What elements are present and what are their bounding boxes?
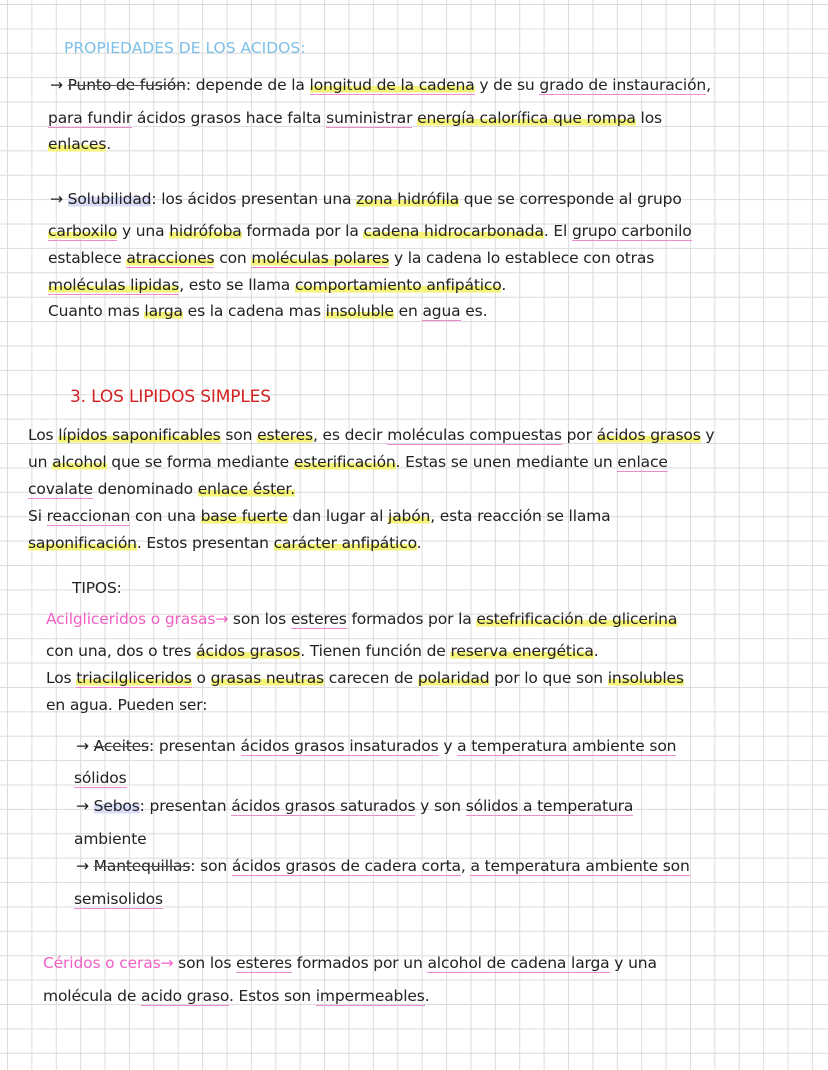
- text: carecen de: [323, 669, 418, 687]
- text: son: [220, 426, 258, 444]
- text: formados por un: [291, 954, 428, 972]
- text: , es decir: [312, 426, 388, 444]
- underline: reaccionan: [46, 507, 131, 525]
- underline: grado de instauración: [539, 76, 707, 94]
- arrow-icon: →: [50, 76, 68, 94]
- text: Si: [28, 507, 47, 525]
- text: . Estos presentan: [136, 534, 274, 552]
- text: .: [416, 534, 422, 552]
- text: es la cadena mas: [182, 302, 326, 320]
- highlight: moléculas polares: [251, 249, 390, 267]
- arrow-icon: →: [76, 737, 94, 755]
- underline: semisolidos: [74, 890, 163, 908]
- text: con una: [130, 507, 201, 525]
- text: : depende de la: [185, 76, 310, 94]
- text: ,: [460, 857, 471, 875]
- text: por: [561, 426, 597, 444]
- text-line: [48, 276, 506, 294]
- highlight: saponificación: [28, 534, 137, 552]
- text: ,: [706, 76, 711, 94]
- underline: a temperatura ambiente son: [470, 857, 690, 875]
- text: formada por la: [241, 222, 364, 240]
- text-line: [48, 222, 692, 240]
- text-line: [48, 109, 662, 127]
- text-line: [76, 797, 633, 815]
- underline: ácidos grasos insaturados: [240, 737, 439, 755]
- text: .: [593, 642, 599, 660]
- underline: alcohol de cadena larga: [427, 954, 610, 972]
- text: y una: [609, 954, 657, 972]
- text-line: [76, 737, 676, 755]
- text: . Tienen función de: [300, 642, 451, 660]
- text: y son: [415, 797, 466, 815]
- text-line: [46, 696, 207, 714]
- section-heading-tipos: TIPOS:: [72, 579, 122, 597]
- arrow-icon: →: [215, 610, 229, 628]
- text: con una, dos o tres: [46, 642, 197, 660]
- text: ácidos grasos hace falta: [132, 109, 327, 127]
- text: molécula de: [43, 987, 142, 1005]
- text: con: [214, 249, 252, 267]
- text-line: [43, 987, 430, 1005]
- highlight: insoluble: [325, 302, 394, 320]
- underline: grupo carbonilo: [571, 222, 692, 240]
- text: por lo que son: [489, 669, 608, 687]
- highlight: energía calorífica que rompa: [417, 109, 636, 127]
- arrow-icon: →: [50, 190, 68, 208]
- text-line: [48, 249, 654, 267]
- text: que se forma mediante: [106, 453, 294, 471]
- arrow-icon: →: [76, 857, 94, 875]
- highlight: polaridad: [417, 669, 490, 687]
- highlight: Sebos: [93, 797, 140, 815]
- text-line: [28, 507, 611, 525]
- section-heading-propiedades: PROPIEDADES DE LOS ACIDOS:: [64, 39, 306, 57]
- highlight: ácidos grasos: [596, 426, 701, 444]
- highlight: grasas neutras: [210, 669, 324, 687]
- underline: suministrar: [326, 109, 413, 127]
- text: y: [700, 426, 715, 444]
- underline: ácidos grasos de cadera corta: [231, 857, 461, 875]
- underline: para fundir: [48, 109, 133, 127]
- text: formados por la: [346, 610, 477, 628]
- text-line: [43, 954, 657, 972]
- text: : los ácidos presentan una: [151, 190, 357, 208]
- highlight: larga: [144, 302, 183, 320]
- text: y: [438, 737, 458, 755]
- underline: impermeables: [315, 987, 425, 1005]
- highlight: esteres: [257, 426, 313, 444]
- text-line: [28, 453, 668, 471]
- text: que se corresponde al grupo: [459, 190, 682, 208]
- highlight: zona hidrófila: [356, 190, 459, 208]
- text: son los: [173, 954, 237, 972]
- text: .: [424, 987, 430, 1005]
- text: en agua. Pueden ser:: [46, 696, 208, 714]
- text-line: [76, 857, 690, 875]
- text-line: [74, 769, 127, 787]
- highlight: estefrificación de glicerina: [476, 610, 678, 628]
- text-line: [48, 302, 487, 320]
- term: Punto de fusión: [67, 76, 186, 94]
- text: y la cadena lo establece con otras: [389, 249, 655, 267]
- text: , esta reacción se llama: [430, 507, 611, 525]
- text-line: [48, 135, 111, 153]
- term-pink: Céridos o ceras: [43, 954, 161, 972]
- text: .: [501, 276, 507, 294]
- text: son los: [228, 610, 291, 628]
- text: o: [191, 669, 211, 687]
- highlight: carboxilo: [48, 222, 118, 240]
- section-heading-lipidos: 3. LOS LIPIDOS SIMPLES: [70, 387, 271, 407]
- highlight: carácter anfipático: [273, 534, 417, 552]
- text-line: [50, 190, 682, 208]
- text-line: [46, 610, 677, 628]
- text: . Estos son: [228, 987, 316, 1005]
- text-line: [28, 426, 714, 444]
- text: denominado: [92, 480, 198, 498]
- highlight: reserva energética: [450, 642, 594, 660]
- text: Los: [46, 669, 77, 687]
- text: y una: [117, 222, 170, 240]
- highlight: alcohol: [52, 453, 107, 471]
- underline: esteres: [290, 610, 347, 628]
- highlight: triacilgliceridos: [76, 669, 192, 687]
- text: Cuanto mas: [48, 302, 145, 320]
- term: Aceites: [93, 737, 149, 755]
- text: en: [393, 302, 423, 320]
- underline: enlace: [617, 453, 668, 471]
- highlight: atracciones: [126, 249, 215, 267]
- text-line: [46, 669, 684, 687]
- text: : presentan: [148, 737, 241, 755]
- arrow-icon: →: [160, 954, 174, 972]
- text: un: [28, 453, 53, 471]
- underline: ácidos grasos saturados: [231, 797, 416, 815]
- highlight: cadena hidrocarbonada: [363, 222, 544, 240]
- highlight: comportamiento anfipático: [294, 276, 502, 294]
- highlight: insolubles: [607, 669, 684, 687]
- text: es.: [460, 302, 488, 320]
- highlight: hidrófoba: [169, 222, 242, 240]
- term-pink: Acilgliceridos o grasas: [46, 610, 216, 628]
- text-line: [50, 76, 711, 94]
- highlight: esterificación: [293, 453, 396, 471]
- text: : presentan: [139, 797, 232, 815]
- text: : son: [190, 857, 232, 875]
- text: .: [106, 135, 112, 153]
- highlight: jabón: [388, 507, 431, 525]
- underline: a temperatura ambiente son: [457, 737, 677, 755]
- highlight: Solubilidad: [67, 190, 152, 208]
- underline: agua: [422, 302, 461, 320]
- text-line: [46, 642, 598, 660]
- term: Mantequillas: [93, 857, 191, 875]
- highlight: enlace éster.: [197, 480, 296, 498]
- text: , esto se llama: [179, 276, 295, 294]
- underline: esteres: [236, 954, 292, 972]
- text: ambiente: [74, 830, 147, 848]
- text-line: [28, 534, 421, 552]
- text-line: [74, 830, 147, 848]
- highlight: ácidos grasos: [196, 642, 301, 660]
- highlight: longitud de la cadena: [309, 76, 475, 94]
- underline: moléculas compuestas: [387, 426, 562, 444]
- text: . El: [543, 222, 572, 240]
- text: establece: [48, 249, 127, 267]
- arrow-icon: →: [76, 797, 94, 815]
- text: y de su: [474, 76, 540, 94]
- text: los: [635, 109, 662, 127]
- underline: sólidos: [74, 769, 127, 787]
- text: Los: [28, 426, 59, 444]
- underline: acido graso: [141, 987, 229, 1005]
- highlight: moléculas lipidas: [48, 276, 180, 294]
- text-line: [74, 890, 163, 908]
- highlight: lípidos saponificables: [58, 426, 221, 444]
- text: . Estas se unen mediante un: [395, 453, 618, 471]
- underline: covalate: [28, 480, 93, 498]
- text: dan lugar al: [287, 507, 389, 525]
- text-line: [28, 480, 295, 498]
- underline: sólidos a temperatura: [465, 797, 634, 815]
- highlight: enlaces: [48, 135, 107, 153]
- highlight: base fuerte: [200, 507, 288, 525]
